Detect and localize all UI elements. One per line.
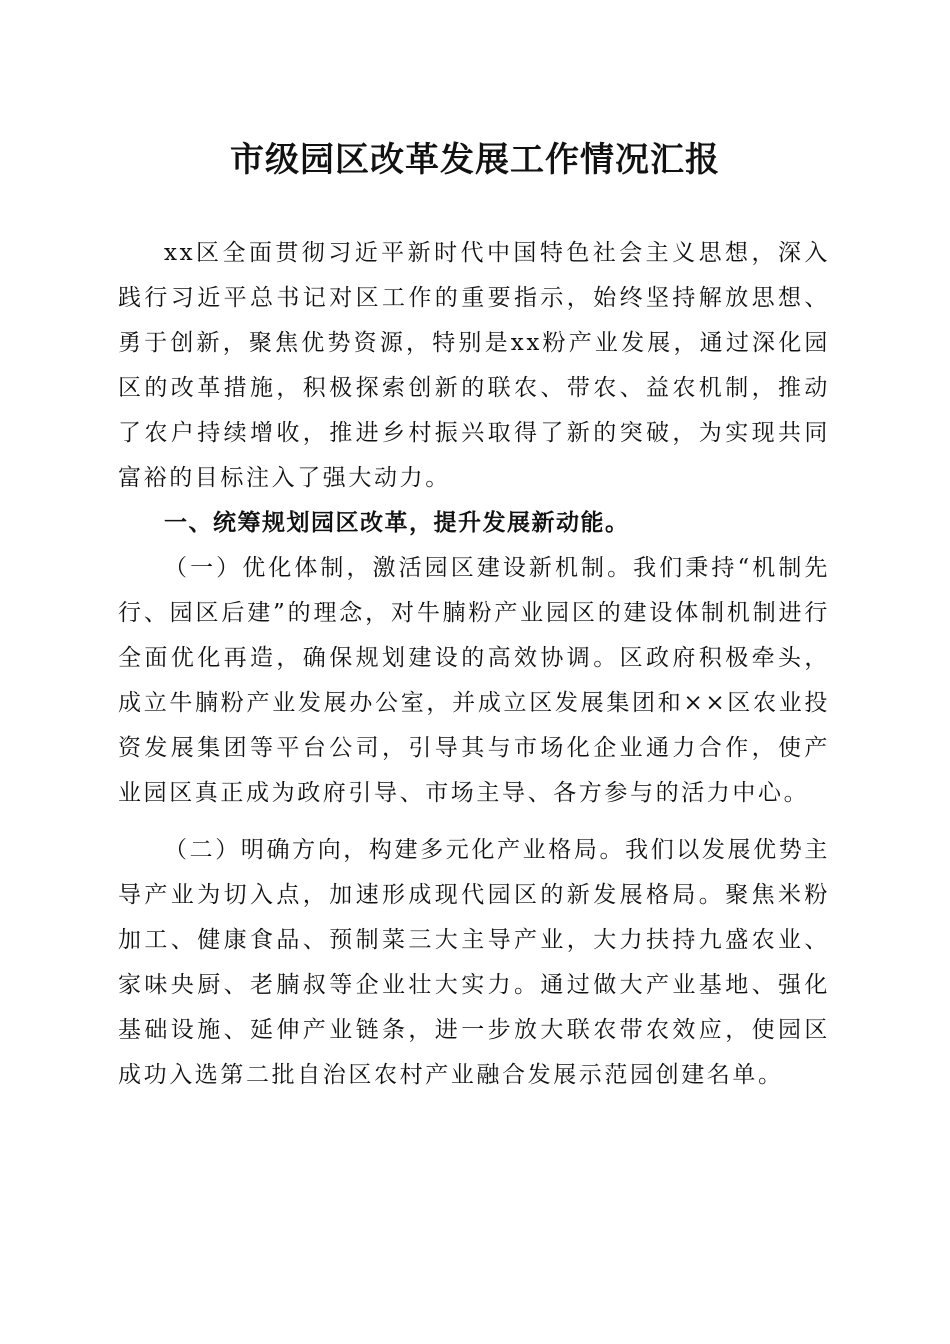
intro-paragraph: xx区全面贯彻习近平新时代中国特色社会主义思想，深入践行习近平总书记对区工作的重要指示，始终坚持解放思想、勇于创新，聚焦优势资源，特别是xx粉产业发展，通过深化园区的改革措施，积极探索创新的联农、带农、益农机制，推动了农户持续增收，推进乡村振兴取得了新的突破，为实现共同富裕的目标注入了强大动力。 — [118, 240, 830, 491]
paragraph-2: （二）明确方向，构建多元化产业格局。我们以发展优势主导产业为切入点，加速形成现代园区的新发展格局。聚焦米粉加工、健康食品、预制菜三大主导产业，大力扶持九盛农业、家味央厨、老腩叔等企业壮大实力。通过做大产业基地、强化基础设施、延伸产业链条，进一步放大联农带农效应，使园区成功入选第二批自治区农村产业融合发展示范园创建名单。 — [118, 837, 830, 1088]
section-heading: 一、统筹规划园区改革，提升发展新动能。 — [164, 510, 630, 536]
paragraph-1: （一）优化体制，激活园区建设新机制。我们秉持“机制先行、园区后建”的理念，对牛腩粉产业园区的建设体制机制进行全面优化再造，确保规划建设的高效协调。区政府积极牵头，成立牛腩粉产业发展办公室，并成立区发展集团和××区农业投资发展集团等平台公司，引导其与市场化企业通力合作，使产业园区真正成为政府引导、市场主导、各方参与的活力中心。 — [118, 555, 830, 806]
document-body — [118, 231, 830, 1098]
document-title: 市级园区改革发展工作情况汇报 — [230, 140, 720, 180]
